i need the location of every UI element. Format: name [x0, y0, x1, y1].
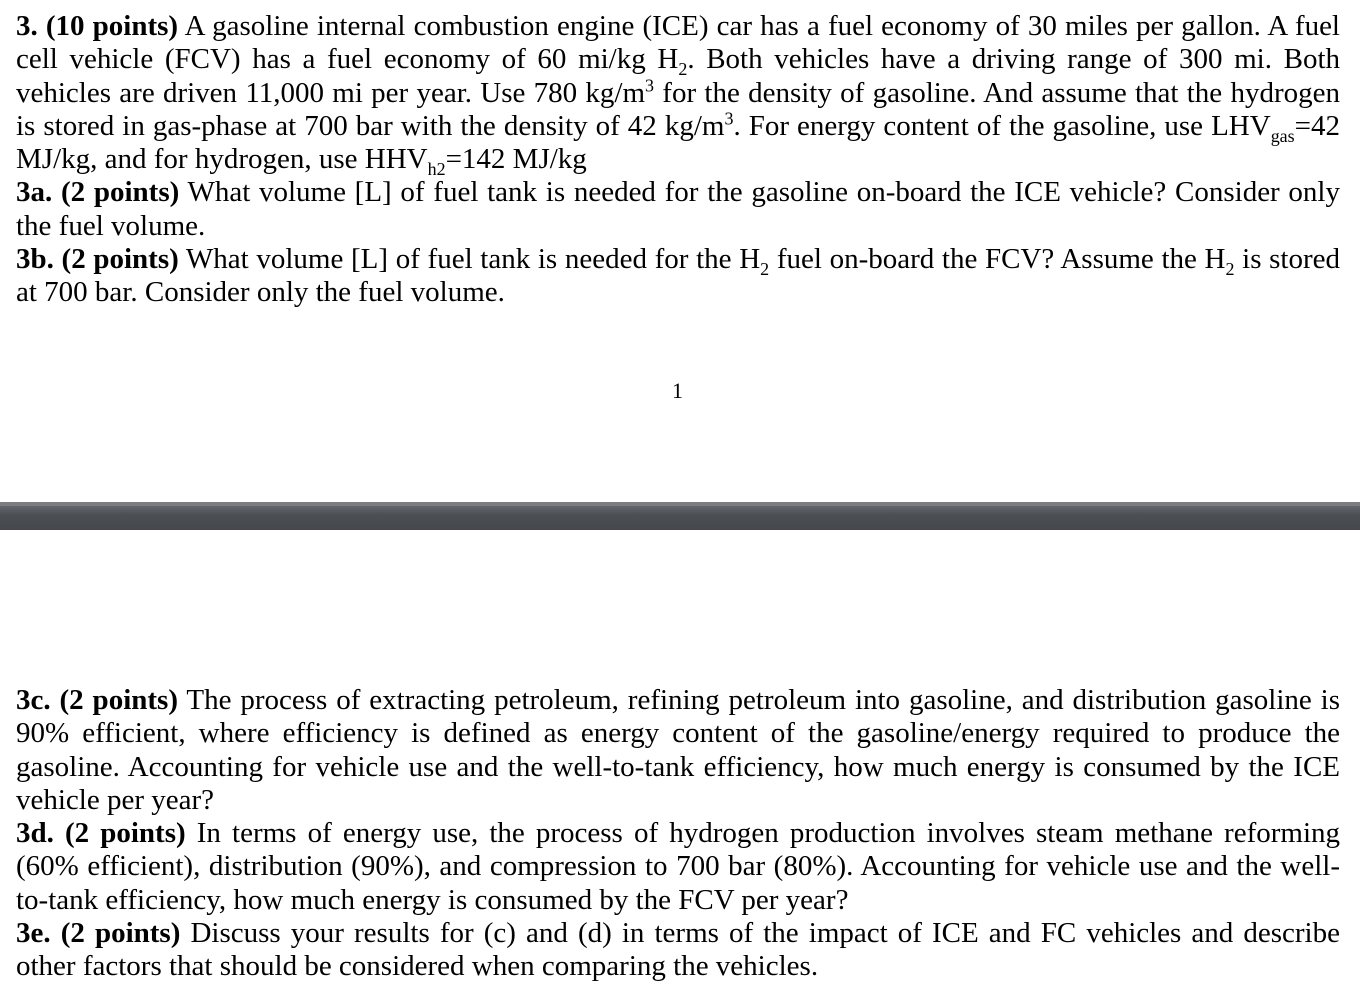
question-3a-label: 3a. (2 points)	[16, 176, 180, 209]
question-block-bottom	[16, 684, 1340, 984]
page-divider	[0, 502, 1360, 530]
question-3b: 3b. (2 points) What volume [L] of fuel tank is needed for the $H_2$ fuel on-board the FCV? Assume the $H_2$ is stored at 700 bar. Consider only the fuel volume.	[16, 243, 1341, 309]
question-3c: 3c. (2 points) The process of extracting petroleum, refining petroleum into gasoline, and distribution gasoline is 90% efficient, where efficiency is defined as energy content of the gasoline/energy required to produce the gasoline. Accounting for vehicle use and the well-to-tank efficiency, how much energy is consumed by the ICE vehicle per year?	[16, 684, 1340, 816]
page-number: 1	[672, 378, 683, 403]
question-3-label: 3. (10 points)	[16, 10, 179, 42]
question-3c-label: 3c. (2 points)	[16, 684, 178, 716]
question-3b-label: 3b. (2 points)	[16, 243, 179, 276]
question-3a: 3a. (2 points) What volume [L] of fuel tank is needed for the gasoline on-board the ICE vehicle? Consider only the fuel volume.	[16, 176, 1340, 242]
question-3e: 3e. (2 points) Discuss your results for (c) and (d) in terms of the impact of ICE and FC vehicles and describe other factors that should be considered when comparing the vehicles.	[16, 917, 1340, 983]
question-3d: 3d. (2 points) In terms of energy use, the process of hydrogen production involves steam methane reforming (60% efficient), distribution (90%), and compression to 700 bar (80%). Accounting for vehicle use and the well-to-tank efficiency, how much energy is consumed by the FCV per year?	[16, 817, 1341, 916]
question-block-top	[16, 10, 1340, 310]
question-3d-label: 3d. (2 points)	[16, 817, 186, 850]
question-3e-label: 3e. (2 points)	[16, 917, 181, 950]
question-3: 3. (10 points) A gasoline internal combustion engine (ICE) car has a fuel economy of 30 miles per gallon. A fuel cell vehicle (FCV) has a fuel economy of 60 mi/kg $H_2$. Both vehicles have a driving range of 300 mi. Both vehicles are driven 11,000 mi per year. Use 780 $kg/m^3$ for the density of gasoline. And assume that the hydrogen is stored in gas-phase at 700 bar with the density of 42 $kg/m^3$. For energy content of the gasoline, use $LHV_{gas}=42$ MJ/kg, and for hydrogen, use $HHV_{h2}=142$ MJ/kg	[16, 10, 1340, 179]
